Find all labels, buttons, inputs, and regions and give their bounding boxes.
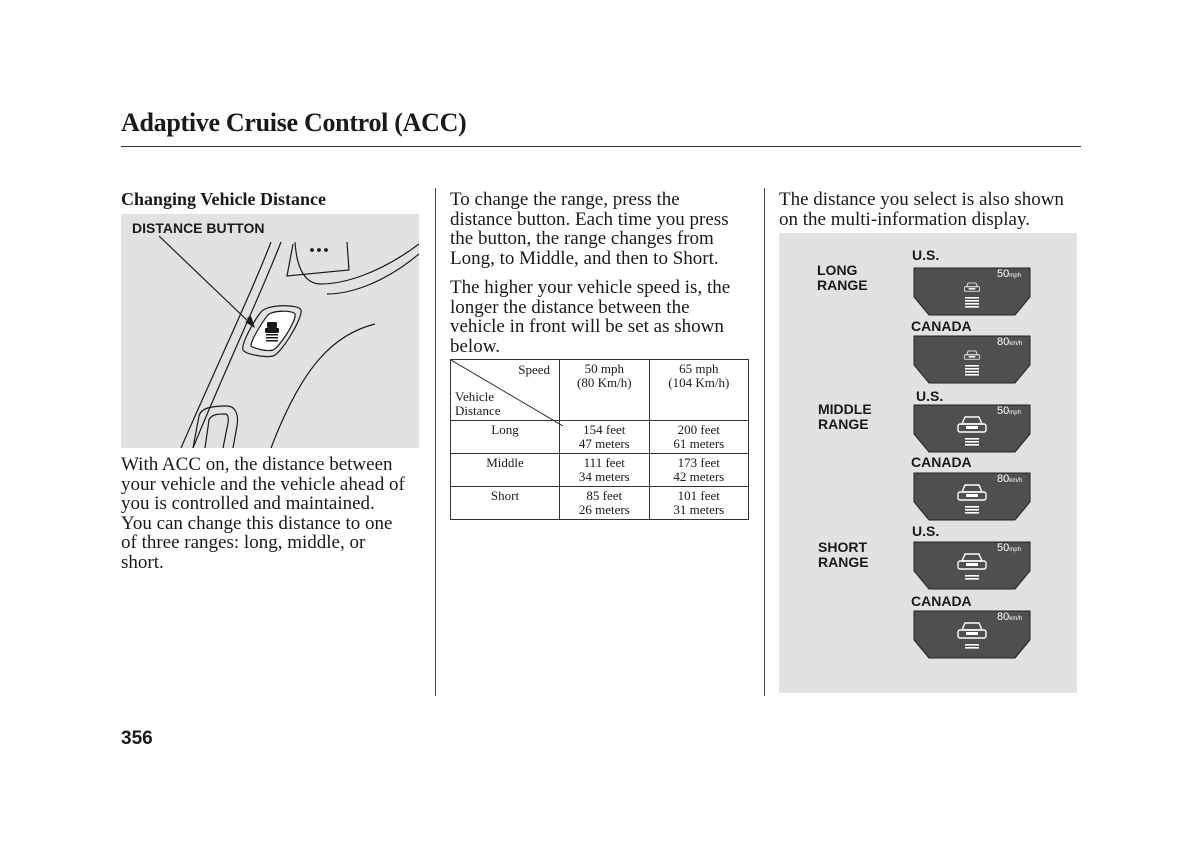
column-header: [649, 360, 748, 421]
column-header-line: 65 mph: [679, 361, 719, 376]
row-label: Middle: [451, 454, 560, 487]
column-divider-right: [764, 188, 765, 696]
multi-information-display-figure: [779, 233, 1077, 693]
car-plate: [969, 288, 976, 290]
right-paragraph: [779, 190, 1084, 229]
speed-unit: mph: [1009, 547, 1021, 553]
range-label-long: [817, 263, 868, 293]
text-line: The higher your vehicle speed is, the: [450, 277, 731, 298]
distance-bar: [965, 306, 979, 308]
text-line: below.: [450, 335, 500, 357]
cell-line: 42 meters: [673, 469, 725, 484]
table-cell: [560, 421, 650, 454]
column-header-line: 50 mph: [584, 361, 624, 376]
text-line: short.: [121, 551, 164, 573]
region-label-canada: CANADA: [911, 318, 972, 334]
range-label-line: RANGE: [818, 554, 869, 570]
distance-bar: [965, 509, 979, 511]
title-divider: [121, 146, 1081, 147]
region-label-canada: CANADA: [911, 593, 972, 609]
distance-bar: [965, 300, 979, 302]
cell-line: 173 feet: [677, 455, 720, 470]
car-plate: [969, 356, 976, 358]
distance-button-figure: [121, 214, 419, 448]
distance-bar: [965, 575, 979, 577]
distance-bar: [965, 297, 979, 299]
speed-unit: mph: [1009, 273, 1021, 279]
distance-bar: [965, 441, 979, 443]
cell-line: 200 feet: [677, 422, 720, 437]
range-label-line: SHORT: [818, 539, 867, 555]
distance-bar: [965, 303, 979, 305]
text-line: distance button. Each time you press: [450, 208, 729, 230]
table-row: [451, 487, 749, 520]
cell-line: 111 feet: [583, 455, 625, 470]
speed-value: 80: [997, 473, 1010, 485]
distance-table: [450, 359, 749, 520]
range-label-line: RANGE: [818, 416, 869, 432]
cell-line: 34 meters: [578, 469, 630, 484]
speed-value: 80: [997, 336, 1010, 348]
table-row: [451, 454, 749, 487]
figure-label: DISTANCE BUTTON: [132, 220, 265, 236]
cell-line: 101 feet: [677, 488, 720, 503]
section-heading: Changing Vehicle Distance: [121, 189, 327, 209]
speed-unit: km/h: [1009, 478, 1023, 484]
text-line: you is controlled and maintained.: [121, 493, 375, 514]
region-label-us: U.S.: [912, 523, 940, 539]
speed-header: Speed: [518, 362, 550, 377]
row-label: Short: [451, 487, 560, 520]
distance-bar: [965, 368, 979, 370]
distance-bar: [965, 371, 979, 373]
column-header: [560, 360, 650, 421]
text-line: Long, to Middle, and then to Short.: [450, 247, 719, 269]
text-line: longer the distance between the: [450, 296, 690, 318]
range-label-line: RANGE: [817, 277, 868, 293]
speed-readout: [997, 405, 1021, 417]
column-divider-left: [435, 188, 436, 696]
car-plate: [966, 632, 978, 635]
speed-readout: [997, 336, 1022, 348]
speed-readout: [997, 542, 1021, 554]
car-plate: [966, 426, 978, 429]
car-plate: [966, 494, 978, 497]
range-label-line: MIDDLE: [818, 401, 872, 417]
page-number: 356: [121, 728, 153, 749]
text-line: You can change this distance to one: [121, 512, 393, 534]
table-corner-cell: [451, 360, 560, 421]
distance-bar: [965, 438, 979, 440]
speed-value: 50: [997, 405, 1010, 417]
text-line: vehicle in front will be set as shown: [450, 316, 724, 337]
speed-value: 50: [997, 268, 1010, 280]
speed-readout: [997, 611, 1022, 623]
vehicle-distance-header-line: Vehicle: [455, 389, 494, 404]
row-label: Long: [451, 421, 560, 454]
distance-bar: [965, 512, 979, 514]
text-line: of three ranges: long, middle, or: [121, 532, 366, 553]
distance-bar: [965, 365, 979, 367]
cell-line: 154 feet: [583, 422, 626, 437]
text-line: your vehicle and the vehicle ahead of: [121, 473, 405, 495]
cell-line: 47 meters: [578, 436, 630, 451]
range-label-short: [818, 540, 869, 570]
column-header-line: (104 Km/h): [668, 375, 730, 390]
distance-bar: [965, 644, 979, 646]
region-label-us: U.S.: [912, 247, 940, 263]
car-plate: [966, 563, 978, 566]
text-line: To change the range, press the: [450, 189, 680, 210]
distance-bar: [965, 647, 979, 649]
cell-line: 31 meters: [673, 502, 725, 517]
distance-bar: [965, 506, 979, 508]
left-paragraph: [121, 455, 426, 572]
speed-value: 80: [997, 611, 1010, 623]
text-line: With ACC on, the distance between: [121, 454, 393, 475]
table-header-row: [451, 360, 749, 421]
vehicle-distance-header: [455, 390, 500, 418]
table-cell: [649, 454, 748, 487]
cell-line: 85 feet: [586, 488, 623, 503]
middle-paragraph-1: [450, 190, 755, 268]
text-line: on the multi-information display.: [779, 208, 1031, 230]
speed-unit: km/h: [1009, 616, 1023, 622]
distance-bar: [965, 578, 979, 580]
column-header-line: (80 Km/h): [577, 375, 632, 390]
steering-wheel-illustration: [121, 214, 419, 448]
region-label-canada: CANADA: [911, 454, 972, 470]
region-label-us: U.S.: [916, 388, 944, 404]
table-cell: [560, 487, 650, 520]
page-title: Adaptive Cruise Control (ACC): [121, 108, 467, 137]
table-cell: [649, 487, 748, 520]
speed-readout: [997, 268, 1021, 280]
speed-value: 50: [997, 542, 1010, 554]
speed-unit: km/h: [1009, 341, 1023, 347]
cell-line: 61 meters: [673, 436, 725, 451]
distance-bar: [965, 374, 979, 376]
table-cell: [560, 454, 650, 487]
middle-paragraph-2: [450, 278, 755, 356]
distance-bar: [965, 444, 979, 446]
speed-unit: mph: [1009, 410, 1021, 416]
cell-line: 26 meters: [578, 502, 630, 517]
text-line: The distance you select is also shown: [779, 189, 1064, 210]
range-label-line: LONG: [817, 262, 858, 278]
text-line: the button, the range changes from: [450, 228, 714, 249]
range-label-middle: [818, 402, 872, 432]
vehicle-distance-header-line: Distance: [455, 403, 501, 418]
table-cell: [649, 421, 748, 454]
speed-readout: [997, 473, 1022, 485]
